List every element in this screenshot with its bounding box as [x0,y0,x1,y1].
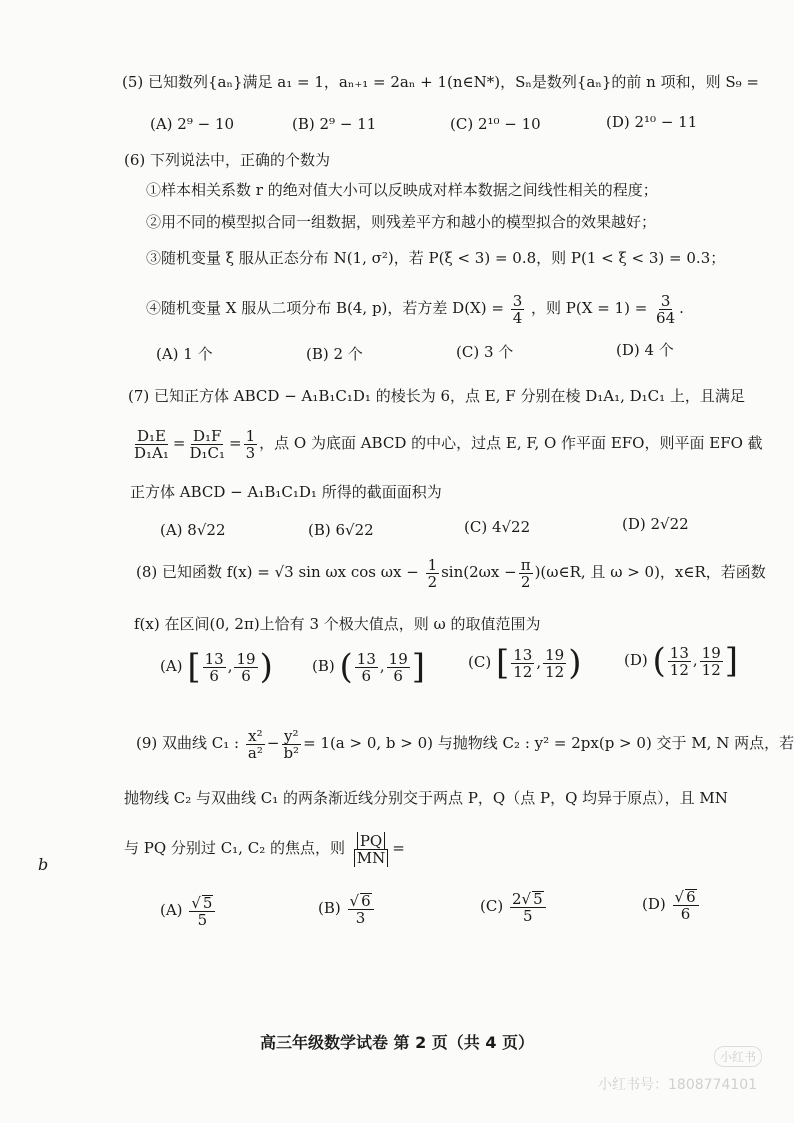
fraction-numerator [510,891,546,908]
q7-fraction-de-da [132,428,171,461]
fraction-denominator: 6 [680,904,691,923]
q6-item4-mid: ，则 P(X = 1) = [531,299,648,317]
interval-start [203,651,226,684]
equals-sign: = [172,434,186,452]
equals-sign: = [229,434,242,452]
fraction-numerator: 13 [356,649,376,668]
option-label: (C) [480,897,504,915]
fraction-denominator: 4 [512,308,523,327]
option-fraction [673,889,699,922]
q7-option-a: (A) 8√22 [160,521,226,539]
fraction-numerator: 19 [236,649,256,668]
fraction-numerator: 3 [512,291,523,310]
radicand: 5 [533,889,543,908]
q5-option-b: (B) 2⁹ − 11 [292,115,377,133]
q7-line-3: 正方体 ABCD − A₁B₁C₁D₁ 所得的截面面积为 [130,483,442,501]
sqrt-icon: √ [349,891,360,910]
q5-option-d: (D) 2¹⁰ − 11 [606,113,698,131]
fraction-numerator [348,893,374,910]
fraction-numerator: 19 [388,649,408,668]
q7-line-2 [130,424,763,462]
q7-fraction-df-dc [187,428,227,461]
fraction-numerator [355,833,387,850]
page-footer: 高三年级数学试卷 第 2 页（共 4 页） [259,1033,535,1052]
q7-line-1: (7) 已知正方体 ABCD − A₁B₁C₁D₁ 的棱长为 6，点 E, F 分别在棱 D₁A₁, D₁C₁ 上，且满足 [128,387,745,405]
fraction-denominator: D₁C₁ [189,443,225,462]
q8-fraction-half [426,557,440,590]
q8-option-d: (D) ( $\frac{13}{12}$ , $\frac{19}{12}$ ] [624,641,739,681]
q6-option-d: (D) 4 个 [616,341,674,359]
fraction-numerator: 1 [427,555,438,574]
right-bracket: ] [411,647,426,687]
q5-option-a: (A) 2⁹ − 10 [150,115,235,133]
fraction-denominator: 6 [209,666,219,685]
q6-stem: (6) 下列说法中，正确的个数为 [124,151,331,169]
left-bracket: [ [495,643,510,683]
q7-option-d: (D) 2√22 [622,515,689,533]
option-fraction [348,893,374,926]
q9-line-3 [124,828,405,868]
fraction-denominator: a² [247,743,263,762]
fraction-denominator: 12 [545,662,565,681]
watermark-logo: 小红书 [714,1046,762,1067]
interval-end [543,647,566,680]
option-label: (B) [312,657,335,675]
q6-option-c: (C) 3 个 [456,343,514,361]
abs-pq: PQ [357,832,385,850]
fraction-numerator: 1 [245,426,256,445]
q9-line-2: 抛物线 C₂ 与双曲线 C₁ 的两条渐近线分别交于两点 P，Q（点 P，Q 均异于原点），且 MN [124,789,728,807]
q8-pre: (8) 已知函数 f(x) = √3 sin ωx cos ωx − [136,563,419,581]
q9-ratio-pq-mn [352,833,390,866]
q8-fraction-pi-half [519,557,533,590]
option-label: (D) [642,895,666,913]
minus-sign: − [266,734,280,752]
left-bracket: ( [339,647,353,687]
stray-mark: b [38,855,49,874]
fraction-denominator: 3 [355,908,366,927]
option-label: (C) [468,653,492,671]
q9-option-b [318,888,376,928]
q8-line-2: f(x) 在区间(0, 2π)上恰有 3 个极大值点，则 ω 的取值范围为 [134,615,541,633]
q5-option-c: (C) 2¹⁰ − 10 [450,115,541,133]
fraction-numerator: 13 [513,645,533,664]
q8-option-c: (C) [ $\frac{13}{12}$ , $\frac{19}{12}$ ) [468,643,582,683]
fraction-numerator [673,889,699,906]
sqrt-icon: √ [521,889,532,908]
fraction-denominator: 5 [197,910,208,929]
option-label: (D) [624,651,648,669]
q7-option-b: (B) 6√22 [308,521,374,539]
q9-line-3-pre: 与 PQ 分别过 C₁, C₂ 的焦点，则 [124,839,345,857]
fraction-numerator: y² [284,726,299,745]
option-label: (A) [160,657,183,675]
right-bracket: ] [724,641,739,681]
q6-item-4 [146,290,684,326]
option-fraction [189,895,215,928]
watermark-id: 小红书号：1808774101 [598,1077,758,1093]
q8-option-b: (B) ( $\frac{13}{6}$ , $\frac{19}{6}$ ] [312,647,426,687]
fraction-denominator: 12 [513,662,533,681]
q5-stem: (5) 已知数列{aₙ}满足 a₁ = 1，aₙ₊₁ = 2aₙ + 1(n∈N*)，Sₙ是数列{aₙ}的前 n 项和，则 S₉ = [122,73,759,91]
q7-line-2-rest: ，点 O 为底面 ABCD 的中心，过点 E, F, O 作平面 EFO，则平面 EFO 截 [259,434,763,452]
fraction-denominator: 2 [427,572,438,591]
fraction-denominator: b² [283,743,300,762]
right-bracket: ) [568,643,582,683]
q6-item4-end: . [679,299,684,317]
option-label: (A) [160,901,183,919]
fraction-numerator: D₁F [193,426,222,445]
fraction-denominator [352,850,390,866]
fraction-numerator [189,895,215,912]
q9-option-c [480,886,548,926]
fraction-numerator: 13 [204,649,224,668]
q8-option-a: (A) [ $\frac{13}{6}$ , $\frac{19}{6}$ ) [160,647,273,687]
q7-option-c: (C) 4√22 [464,518,531,536]
q6-option-a: (A) 1 个 [156,345,213,363]
left-bracket: [ [187,647,201,687]
q6-item-2: ②用不同的模型拟合同一组数据，则残差平方和越小的模型拟合的效果越好； [146,213,657,231]
interval-end [387,651,410,684]
interval-end [234,651,257,684]
left-bracket: ( [652,641,666,681]
fraction-numerator: 19 [545,645,565,664]
q6-option-b: (B) 2 个 [306,345,363,363]
option-label: (B) [318,899,341,917]
abs-mn: MN [354,849,388,867]
fraction-denominator: 6 [393,666,403,685]
q8-post: )(ω∈R, 且 ω > 0)，x∈R，若函数 [534,563,766,581]
fraction-denominator: 6 [361,666,372,685]
interval-start [511,647,534,680]
interval-end [700,645,723,678]
fraction-numerator: D₁E [136,426,166,445]
q9-post: = 1(a > 0, b > 0) 与抛物线 C₂ : y² = 2px(p > 0) 交于 M, N 两点，若 [303,734,794,752]
q9-fraction-y2-b2 [281,728,301,761]
fraction-numerator: π [520,555,531,574]
q9-option-a [160,890,217,930]
fraction-denominator: 6 [241,666,251,685]
fraction-denominator: D₁A₁ [134,443,169,462]
fraction-numerator: 19 [701,643,721,662]
q9-fraction-x2-a2 [246,728,265,761]
fraction-denominator: 12 [669,660,689,679]
q6-item4-pre: ④随机变量 X 服从二项分布 B(4, p)，若方差 D(X) = [146,299,504,317]
q7-fraction-one-third [244,428,258,461]
sqrt-icon: √ [191,893,201,912]
fraction-numerator: 13 [669,643,689,662]
q8-mid: sin(2ωx − [441,563,517,581]
fraction-numerator: x² [248,726,263,745]
coefficient: 2 [511,889,522,908]
fraction-denominator: 64 [656,308,676,327]
q9-line-3-post: = [392,839,405,857]
fraction-denominator: 2 [520,572,531,591]
radicand: 6 [686,887,696,906]
radicand: 6 [361,891,371,910]
fraction-numerator: 3 [660,291,671,310]
q6-item4-fraction-prob [654,293,677,326]
q9-option-d [642,884,701,924]
interval-start [355,651,378,684]
right-bracket: ) [259,647,273,687]
sqrt-icon: √ [674,887,685,906]
fraction-denominator: 12 [701,660,721,679]
q6-item-3: ③随机变量 ξ 服从正态分布 N(1, σ²)，若 P(ξ < 3) = 0.8，则 P(1 < ξ < 3) = 0.3； [146,249,726,267]
interval-start [668,645,691,678]
q6-item4-fraction-variance [511,293,525,326]
radicand: 5 [202,893,213,912]
q9-line-1 [136,722,794,764]
fraction-denominator: 5 [523,906,533,925]
q9-pre: (9) 双曲线 C₁ : [136,734,240,752]
q6-item-1: ①样本相关系数 r 的绝对值大小可以反映成对样本数据之间线性相关的程度； [146,181,658,199]
fraction-denominator: 3 [245,443,256,462]
option-fraction [510,891,546,924]
q8-line-1 [136,552,766,592]
